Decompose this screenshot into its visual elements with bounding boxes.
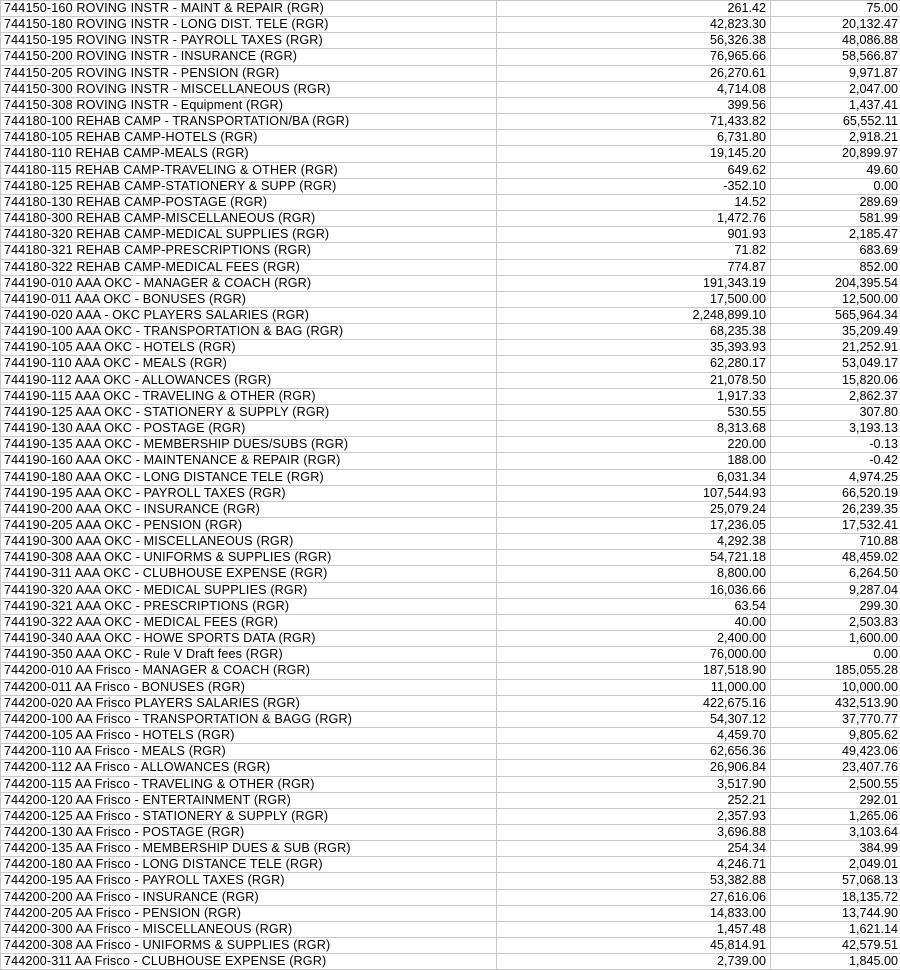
amount-2-cell[interactable]: 384.99 (771, 841, 900, 857)
account-cell[interactable]: 744200-110 AA Frisco - MEALS (RGR) (1, 744, 497, 760)
amount-1-cell[interactable]: 14,833.00 (497, 905, 771, 921)
account-cell[interactable]: 744150-180 ROVING INSTR - LONG DIST. TELE (RGR) (1, 17, 497, 33)
amount-2-cell[interactable]: 23,407.76 (771, 760, 900, 776)
amount-2-cell[interactable]: 1,437.41 (771, 97, 900, 113)
amount-2-cell[interactable]: 37,770.77 (771, 711, 900, 727)
account-cell[interactable]: 744180-115 REHAB CAMP-TRAVELING & OTHER (RGR) (1, 162, 497, 178)
table-row (1, 534, 900, 550)
amount-2-cell[interactable]: 57,068.13 (771, 873, 900, 889)
account-cell[interactable]: 744190-205 AAA OKC - PENSION (RGR) (1, 518, 497, 534)
amount-1-cell[interactable]: 54,307.12 (497, 711, 771, 727)
account-cell[interactable]: 744200-205 AA Frisco - PENSION (RGR) (1, 905, 497, 921)
amount-2-cell[interactable]: 565,964.34 (771, 307, 900, 323)
table-row (1, 695, 900, 711)
amount-1-cell[interactable]: 399.56 (497, 97, 771, 113)
amount-1-cell[interactable]: 3,696.88 (497, 824, 771, 840)
table-row (1, 905, 900, 921)
amount-1-cell[interactable]: 62,280.17 (497, 356, 771, 372)
amount-2-cell[interactable]: 683.69 (771, 243, 900, 259)
amount-2-cell[interactable]: 18,135.72 (771, 889, 900, 905)
amount-2-cell[interactable]: 289.69 (771, 194, 900, 210)
amount-1-cell[interactable]: -352.10 (497, 178, 771, 194)
account-cell[interactable]: 744200-300 AA Frisco - MISCELLANEOUS (RGR) (1, 921, 497, 937)
table-row (1, 49, 900, 65)
account-cell[interactable]: 744150-195 ROVING INSTR - PAYROLL TAXES (RGR) (1, 33, 497, 49)
amount-1-cell[interactable]: 71.82 (497, 243, 771, 259)
amount-2-cell[interactable]: 710.88 (771, 534, 900, 550)
table-row (1, 372, 900, 388)
account-cell[interactable]: 744190-020 AAA - OKC PLAYERS SALARIES (RGR) (1, 307, 497, 323)
amount-2-cell[interactable]: 3,103.64 (771, 824, 900, 840)
table-row (1, 291, 900, 307)
amount-1-cell[interactable]: 1,472.76 (497, 211, 771, 227)
amount-1-cell[interactable]: 220.00 (497, 437, 771, 453)
account-cell[interactable]: 744190-322 AAA OKC - MEDICAL FEES (RGR) (1, 614, 497, 630)
table-row (1, 211, 900, 227)
amount-2-cell[interactable]: 3,193.13 (771, 421, 900, 437)
account-cell[interactable]: 744200-011 AA Frisco - BONUSES (RGR) (1, 679, 497, 695)
account-cell[interactable]: 744200-311 AA Frisco - CLUBHOUSE EXPENSE (RGR) (1, 954, 497, 970)
table-row (1, 679, 900, 695)
amount-2-cell[interactable]: 13,744.90 (771, 905, 900, 921)
table-row (1, 324, 900, 340)
amount-1-cell[interactable]: 14.52 (497, 194, 771, 210)
amount-1-cell[interactable]: 17,500.00 (497, 291, 771, 307)
amount-1-cell[interactable]: 8,313.68 (497, 421, 771, 437)
amount-2-cell[interactable]: 49,423.06 (771, 744, 900, 760)
account-cell[interactable]: 744200-135 AA Frisco - MEMBERSHIP DUES & SUB (RGR) (1, 841, 497, 857)
account-cell[interactable]: 744200-010 AA Frisco - MANAGER & COACH (RGR) (1, 663, 497, 679)
account-cell[interactable]: 744190-340 AAA OKC - HOWE SPORTS DATA (RGR) (1, 631, 497, 647)
account-cell[interactable]: 744190-180 AAA OKC - LONG DISTANCE TELE (RGR) (1, 469, 497, 485)
amount-1-cell[interactable]: 261.42 (497, 1, 771, 17)
table-row (1, 275, 900, 291)
table-row (1, 97, 900, 113)
table-row (1, 614, 900, 630)
account-cell[interactable]: 744190-112 AAA OKC - ALLOWANCES (RGR) (1, 372, 497, 388)
table-row (1, 17, 900, 33)
amount-1-cell[interactable]: 530.55 (497, 404, 771, 420)
amount-1-cell[interactable]: 252.21 (497, 792, 771, 808)
amount-1-cell[interactable]: 8,800.00 (497, 566, 771, 582)
amount-2-cell[interactable]: 20,132.47 (771, 17, 900, 33)
account-cell[interactable]: 744180-321 REHAB CAMP-PRESCRIPTIONS (RGR) (1, 243, 497, 259)
amount-2-cell[interactable]: 9,287.04 (771, 582, 900, 598)
table-row (1, 65, 900, 81)
table-row (1, 259, 900, 275)
table-row (1, 178, 900, 194)
amount-1-cell[interactable]: 649.62 (497, 162, 771, 178)
amount-1-cell[interactable]: 2,739.00 (497, 954, 771, 970)
account-cell[interactable]: 744180-130 REHAB CAMP-POSTAGE (RGR) (1, 194, 497, 210)
account-cell[interactable]: 744190-321 AAA OKC - PRESCRIPTIONS (RGR) (1, 598, 497, 614)
account-cell[interactable]: 744190-160 AAA OKC - MAINTENANCE & REPAIR (RGR) (1, 453, 497, 469)
amount-2-cell[interactable]: 35,209.49 (771, 324, 900, 340)
account-cell[interactable]: 744190-105 AAA OKC - HOTELS (RGR) (1, 340, 497, 356)
table-row (1, 566, 900, 582)
amount-1-cell[interactable]: 901.93 (497, 227, 771, 243)
amount-2-cell[interactable]: 49.60 (771, 162, 900, 178)
amount-2-cell[interactable]: 852.00 (771, 259, 900, 275)
amount-2-cell[interactable]: 2,185.47 (771, 227, 900, 243)
amount-2-cell[interactable]: 21,252.91 (771, 340, 900, 356)
account-cell[interactable]: 744200-105 AA Frisco - HOTELS (RGR) (1, 728, 497, 744)
account-cell[interactable]: 744200-100 AA Frisco - TRANSPORTATION & BAGG (RGR) (1, 711, 497, 727)
amount-1-cell[interactable]: 53,382.88 (497, 873, 771, 889)
table-row (1, 728, 900, 744)
account-cell[interactable]: 744200-120 AA Frisco - ENTERTAINMENT (RGR) (1, 792, 497, 808)
amount-2-cell[interactable]: -0.42 (771, 453, 900, 469)
amount-1-cell[interactable]: 188.00 (497, 453, 771, 469)
table-row (1, 243, 900, 259)
table-row (1, 954, 900, 970)
amount-2-cell[interactable]: 6,264.50 (771, 566, 900, 582)
amount-2-cell[interactable]: 2,503.83 (771, 614, 900, 630)
amount-1-cell[interactable]: 42,823.30 (497, 17, 771, 33)
table-row (1, 889, 900, 905)
table-row (1, 421, 900, 437)
table-row (1, 162, 900, 178)
amount-1-cell[interactable]: 45,814.91 (497, 938, 771, 954)
table-row (1, 873, 900, 889)
amount-1-cell[interactable]: 107,544.93 (497, 485, 771, 501)
amount-1-cell[interactable]: 76,000.00 (497, 647, 771, 663)
amount-2-cell[interactable]: 48,086.88 (771, 33, 900, 49)
table-row (1, 647, 900, 663)
table-row (1, 776, 900, 792)
amount-2-cell[interactable]: 1,621.14 (771, 921, 900, 937)
amount-2-cell[interactable]: 307.80 (771, 404, 900, 420)
amount-1-cell[interactable]: 2,248,899.10 (497, 307, 771, 323)
amount-1-cell[interactable]: 6,731.80 (497, 130, 771, 146)
amount-1-cell[interactable]: 4,292.38 (497, 534, 771, 550)
amount-1-cell[interactable]: 4,714.08 (497, 81, 771, 97)
amount-1-cell[interactable]: 254.34 (497, 841, 771, 857)
account-cell[interactable]: 744200-125 AA Frisco - STATIONERY & SUPPLY (RGR) (1, 808, 497, 824)
table-row (1, 857, 900, 873)
account-cell[interactable]: 744150-308 ROVING INSTR - Equipment (RGR) (1, 97, 497, 113)
amount-1-cell[interactable]: 2,400.00 (497, 631, 771, 647)
account-cell[interactable]: 744190-311 AAA OKC - CLUBHOUSE EXPENSE (RGR) (1, 566, 497, 582)
amount-2-cell[interactable]: 20,899.97 (771, 146, 900, 162)
table-row (1, 808, 900, 824)
amount-1-cell[interactable]: 40.00 (497, 614, 771, 630)
account-cell[interactable]: 744190-200 AAA OKC - INSURANCE (RGR) (1, 501, 497, 517)
table-row (1, 663, 900, 679)
account-cell[interactable]: 744150-205 ROVING INSTR - PENSION (RGR) (1, 65, 497, 81)
table-row (1, 469, 900, 485)
account-cell[interactable]: 744180-322 REHAB CAMP-MEDICAL FEES (RGR) (1, 259, 497, 275)
amount-1-cell[interactable]: 187,518.90 (497, 663, 771, 679)
table-row (1, 550, 900, 566)
amount-2-cell[interactable]: 48,459.02 (771, 550, 900, 566)
amount-2-cell[interactable]: 1,265.06 (771, 808, 900, 824)
amount-2-cell[interactable]: 2,049.01 (771, 857, 900, 873)
account-cell[interactable]: 744200-115 AA Frisco - TRAVELING & OTHER (RGR) (1, 776, 497, 792)
table-row (1, 130, 900, 146)
amount-1-cell[interactable]: 774.87 (497, 259, 771, 275)
table-row (1, 760, 900, 776)
account-cell[interactable]: 744190-010 AAA OKC - MANAGER & COACH (RGR) (1, 275, 497, 291)
table-row (1, 437, 900, 453)
amount-1-cell[interactable]: 1,917.33 (497, 388, 771, 404)
amount-2-cell[interactable]: 26,239.35 (771, 501, 900, 517)
account-cell[interactable]: 744190-011 AAA OKC - BONUSES (RGR) (1, 291, 497, 307)
amount-2-cell[interactable]: 9,971.87 (771, 65, 900, 81)
table-row (1, 356, 900, 372)
account-cell[interactable]: 744190-100 AAA OKC - TRANSPORTATION & BAG (RGR) (1, 324, 497, 340)
table-row (1, 711, 900, 727)
amount-2-cell[interactable]: 204,395.54 (771, 275, 900, 291)
table-row (1, 33, 900, 49)
account-cell[interactable]: 744150-300 ROVING INSTR - MISCELLANEOUS (RGR) (1, 81, 497, 97)
account-cell[interactable]: 744190-320 AAA OKC - MEDICAL SUPPLIES (RGR) (1, 582, 497, 598)
amount-1-cell[interactable]: 71,433.82 (497, 114, 771, 130)
account-cell[interactable]: 744180-100 REHAB CAMP - TRANSPORTATION/BA (RGR) (1, 114, 497, 130)
table-row (1, 485, 900, 501)
amount-2-cell[interactable]: 42,579.51 (771, 938, 900, 954)
amount-2-cell[interactable]: 1,845.00 (771, 954, 900, 970)
table-row (1, 81, 900, 97)
account-cell[interactable]: 744180-320 REHAB CAMP-MEDICAL SUPPLIES (RGR) (1, 227, 497, 243)
amount-2-cell[interactable]: 0.00 (771, 647, 900, 663)
table-row (1, 582, 900, 598)
amount-2-cell[interactable]: 2,862.37 (771, 388, 900, 404)
account-cell[interactable]: 744180-300 REHAB CAMP-MISCELLANEOUS (RGR) (1, 211, 497, 227)
account-cell[interactable]: 744190-130 AAA OKC - POSTAGE (RGR) (1, 421, 497, 437)
spreadsheet-body (1, 1, 900, 970)
amount-1-cell[interactable]: 4,459.70 (497, 728, 771, 744)
amount-2-cell[interactable]: 185,055.28 (771, 663, 900, 679)
table-row (1, 404, 900, 420)
account-cell[interactable]: 744150-160 ROVING INSTR - MAINT & REPAIR (RGR) (1, 1, 497, 17)
amount-1-cell[interactable]: 191,343.19 (497, 275, 771, 291)
account-cell[interactable]: 744180-125 REHAB CAMP-STATIONERY & SUPP (RGR) (1, 178, 497, 194)
account-cell[interactable]: 744150-200 ROVING INSTR - INSURANCE (RGR) (1, 49, 497, 65)
amount-2-cell[interactable]: 58,566.87 (771, 49, 900, 65)
table-row (1, 518, 900, 534)
amount-1-cell[interactable]: 19,145.20 (497, 146, 771, 162)
amount-1-cell[interactable]: 21,078.50 (497, 372, 771, 388)
amount-2-cell[interactable]: 2,047.00 (771, 81, 900, 97)
amount-2-cell[interactable]: 299.30 (771, 598, 900, 614)
table-row (1, 824, 900, 840)
account-cell[interactable]: 744190-135 AAA OKC - MEMBERSHIP DUES/SUBS (RGR) (1, 437, 497, 453)
account-cell[interactable]: 744200-200 AA Frisco - INSURANCE (RGR) (1, 889, 497, 905)
table-row (1, 1, 900, 17)
amount-2-cell[interactable]: 2,918.21 (771, 130, 900, 146)
table-row (1, 194, 900, 210)
account-cell[interactable]: 744200-308 AA Frisco - UNIFORMS & SUPPLIES (RGR) (1, 938, 497, 954)
account-cell[interactable]: 744200-020 AA Frisco PLAYERS SALARIES (RGR) (1, 695, 497, 711)
amount-2-cell[interactable]: 65,552.11 (771, 114, 900, 130)
amount-1-cell[interactable]: 68,235.38 (497, 324, 771, 340)
amount-1-cell[interactable]: 2,357.93 (497, 808, 771, 824)
amount-1-cell[interactable]: 17,236.05 (497, 518, 771, 534)
table-row (1, 340, 900, 356)
table-row (1, 921, 900, 937)
account-cell[interactable]: 744190-350 AAA OKC - Rule V Draft fees (RGR) (1, 647, 497, 663)
amount-2-cell[interactable]: 4,974.25 (771, 469, 900, 485)
amount-1-cell[interactable]: 6,031.34 (497, 469, 771, 485)
account-cell[interactable]: 744180-110 REHAB CAMP-MEALS (RGR) (1, 146, 497, 162)
amount-1-cell[interactable]: 1,457.48 (497, 921, 771, 937)
amount-1-cell[interactable]: 63.54 (497, 598, 771, 614)
amount-2-cell[interactable]: 581.99 (771, 211, 900, 227)
amount-1-cell[interactable]: 54,721.18 (497, 550, 771, 566)
amount-2-cell[interactable]: 53,049.17 (771, 356, 900, 372)
account-cell[interactable]: 744200-130 AA Frisco - POSTAGE (RGR) (1, 824, 497, 840)
amount-2-cell[interactable]: 15,820.06 (771, 372, 900, 388)
account-cell[interactable]: 744190-110 AAA OKC - MEALS (RGR) (1, 356, 497, 372)
table-row (1, 501, 900, 517)
amount-1-cell[interactable]: 26,270.61 (497, 65, 771, 81)
table-row (1, 114, 900, 130)
amount-1-cell[interactable]: 62,656.36 (497, 744, 771, 760)
amount-2-cell[interactable]: 75.00 (771, 1, 900, 17)
table-row (1, 388, 900, 404)
amount-2-cell[interactable]: 66,520.19 (771, 485, 900, 501)
amount-1-cell[interactable]: 422,675.16 (497, 695, 771, 711)
amount-2-cell[interactable]: 1,600.00 (771, 631, 900, 647)
amount-1-cell[interactable]: 35,393.93 (497, 340, 771, 356)
table-row (1, 227, 900, 243)
table-row (1, 307, 900, 323)
account-cell[interactable]: 744200-112 AA Frisco - ALLOWANCES (RGR) (1, 760, 497, 776)
amount-1-cell[interactable]: 26,906.84 (497, 760, 771, 776)
amount-2-cell[interactable]: 0.00 (771, 178, 900, 194)
amount-2-cell[interactable]: -0.13 (771, 437, 900, 453)
amount-2-cell[interactable]: 10,000.00 (771, 679, 900, 695)
table-row (1, 453, 900, 469)
amount-1-cell[interactable]: 16,036.66 (497, 582, 771, 598)
amount-1-cell[interactable]: 3,517.90 (497, 776, 771, 792)
account-cell[interactable]: 744190-308 AAA OKC - UNIFORMS & SUPPLIES (RGR) (1, 550, 497, 566)
amount-2-cell[interactable]: 9,805.62 (771, 728, 900, 744)
table-row (1, 841, 900, 857)
table-row (1, 792, 900, 808)
amount-2-cell[interactable]: 432,513.90 (771, 695, 900, 711)
account-cell[interactable]: 744200-180 AA Frisco - LONG DISTANCE TELE (RGR) (1, 857, 497, 873)
amount-2-cell[interactable]: 17,532.41 (771, 518, 900, 534)
amount-2-cell[interactable]: 292.01 (771, 792, 900, 808)
amount-1-cell[interactable]: 11,000.00 (497, 679, 771, 695)
account-cell[interactable]: 744180-105 REHAB CAMP-HOTELS (RGR) (1, 130, 497, 146)
account-cell[interactable]: 744190-300 AAA OKC - MISCELLANEOUS (RGR) (1, 534, 497, 550)
account-cell[interactable]: 744200-195 AA Frisco - PAYROLL TAXES (RGR) (1, 873, 497, 889)
table-row (1, 598, 900, 614)
table-row (1, 938, 900, 954)
table-row (1, 146, 900, 162)
amount-1-cell[interactable]: 4,246.71 (497, 857, 771, 873)
account-cell[interactable]: 744190-125 AAA OKC - STATIONERY & SUPPLY (RGR) (1, 404, 497, 420)
account-cell[interactable]: 744190-195 AAA OKC - PAYROLL TAXES (RGR) (1, 485, 497, 501)
amount-2-cell[interactable]: 12,500.00 (771, 291, 900, 307)
account-cell[interactable]: 744190-115 AAA OKC - TRAVELING & OTHER (RGR) (1, 388, 497, 404)
amount-1-cell[interactable]: 25,079.24 (497, 501, 771, 517)
table-row (1, 631, 900, 647)
table-row (1, 744, 900, 760)
amount-2-cell[interactable]: 2,500.55 (771, 776, 900, 792)
amount-1-cell[interactable]: 76,965.66 (497, 49, 771, 65)
amount-1-cell[interactable]: 56,326.38 (497, 33, 771, 49)
amount-1-cell[interactable]: 27,616.06 (497, 889, 771, 905)
